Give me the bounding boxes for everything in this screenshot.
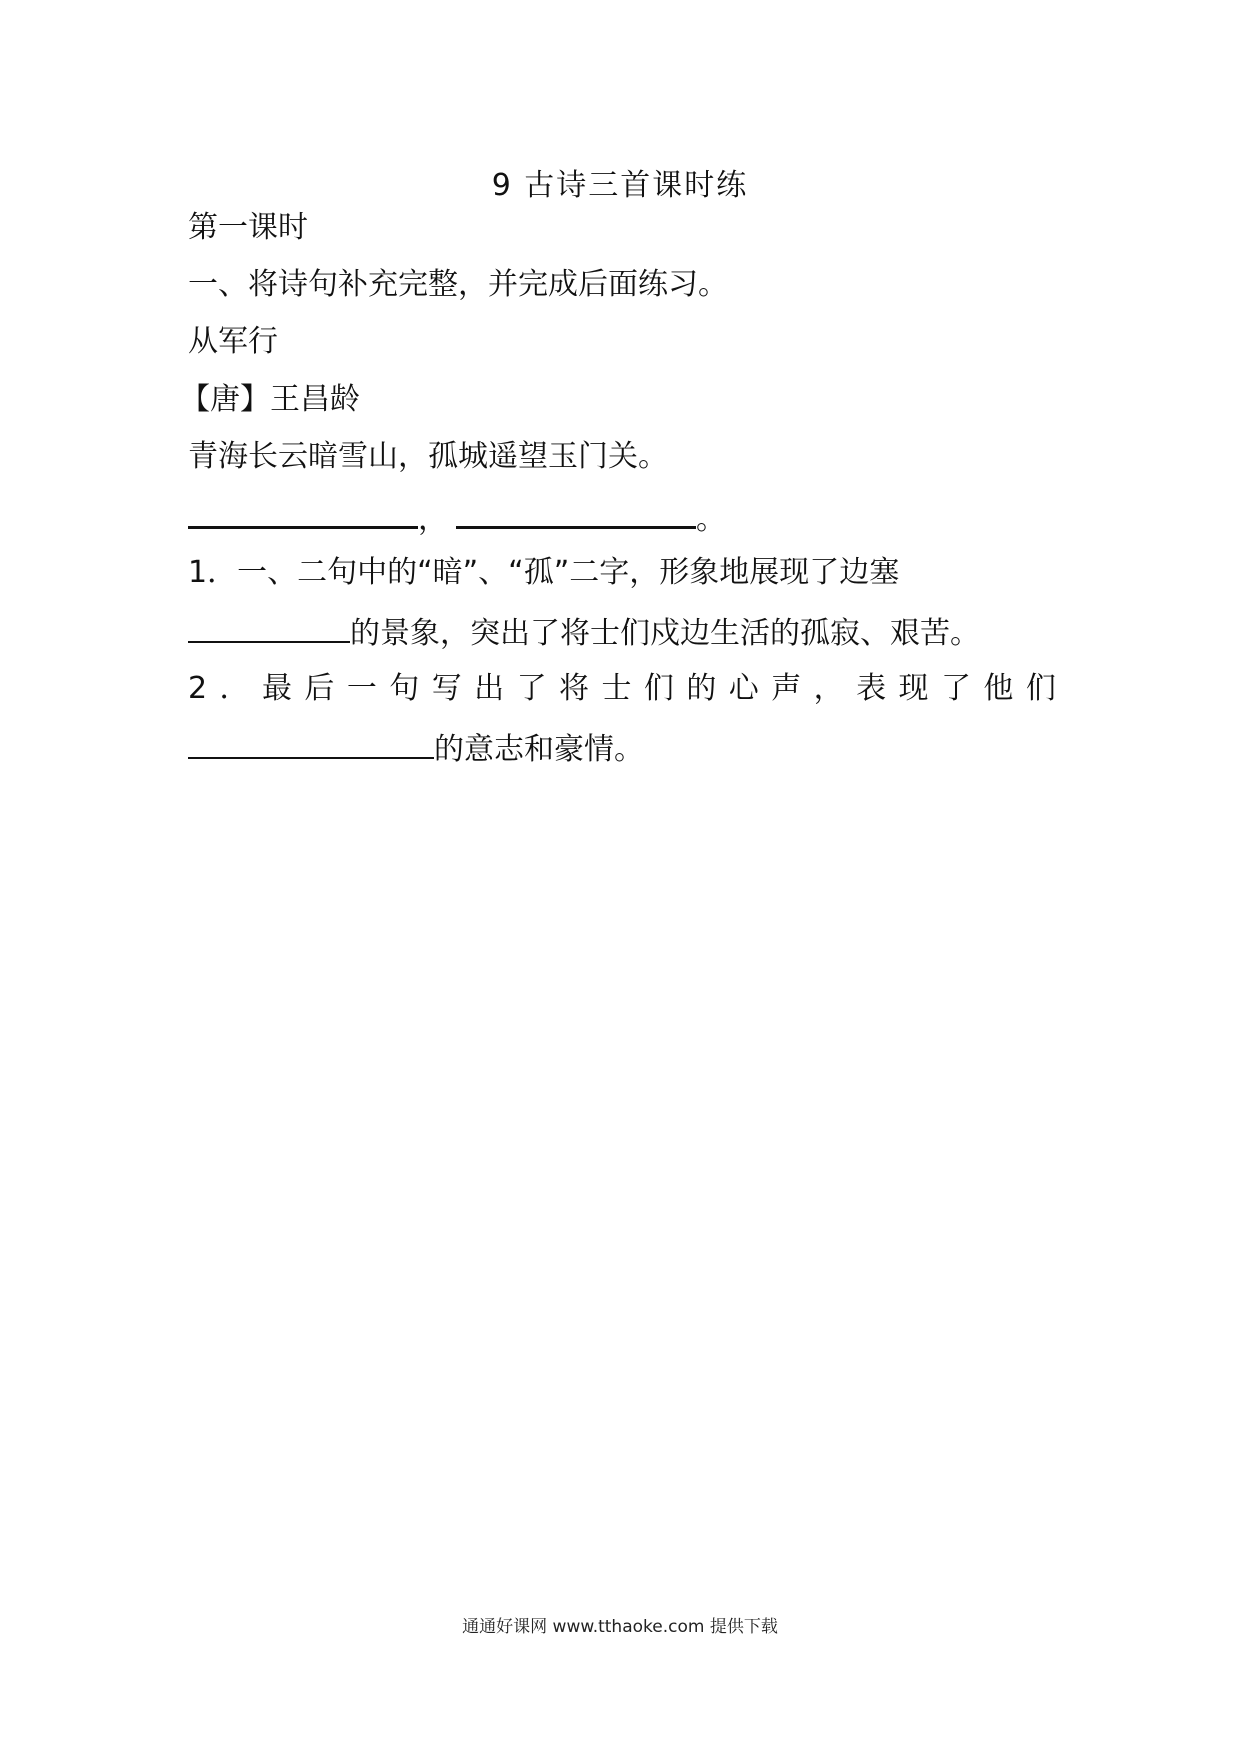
question-2-char: 将 xyxy=(559,671,590,706)
question-2-char: 出 xyxy=(474,671,505,706)
question-2-char: 2 xyxy=(188,671,208,706)
question-2-char: 最 xyxy=(261,671,292,706)
question-2-blank[interactable] xyxy=(188,727,434,759)
question-2-char: 后 xyxy=(304,671,335,706)
question-2-line-b xyxy=(188,727,644,770)
poem-fill-comma: ， xyxy=(418,502,448,537)
question-2-char: 们 xyxy=(643,671,674,706)
question-1-text-after: 的景象，突出了将士们戍边生活的孤寂、艰苦。 xyxy=(350,616,980,651)
question-2-char: 了 xyxy=(516,671,547,706)
question-2-char: 士 xyxy=(601,671,632,706)
question-2-line-a xyxy=(188,669,1056,709)
question-2-char: 句 xyxy=(389,671,420,706)
question-2-char: 他 xyxy=(983,671,1014,706)
question-2-char: 心 xyxy=(728,671,759,706)
lesson-label: 第一课时 xyxy=(188,210,308,245)
question-2-text-after: 的意志和豪情。 xyxy=(434,732,644,767)
question-2-char: ． xyxy=(219,671,250,706)
poem-blank-2[interactable] xyxy=(456,496,696,529)
question-2-char: 一 xyxy=(346,671,377,706)
question-2-char: 的 xyxy=(686,671,717,706)
question-2-char: 现 xyxy=(898,671,929,706)
question-2-char: 声 xyxy=(771,671,802,706)
poem-author: 【唐】王昌龄 xyxy=(180,382,360,417)
question-1-blank[interactable] xyxy=(188,611,350,643)
poem-blank-1[interactable] xyxy=(188,496,418,529)
question-2-char: 们 xyxy=(1025,671,1056,706)
poem-title: 从军行 xyxy=(188,324,278,359)
poem-fill-period: 。 xyxy=(696,502,726,537)
section-one-instruction: 一、将诗句补充完整，并完成后面练习。 xyxy=(188,267,728,302)
footer-source: 通通好课网 www.tthaoke.com 提供下载 xyxy=(462,1617,778,1637)
question-2-char: 了 xyxy=(940,671,971,706)
poem-fill-line xyxy=(188,496,726,540)
question-2-char: ， xyxy=(813,671,844,706)
question-2-char: 写 xyxy=(431,671,462,706)
question-1-line-a: 1．一、二句中的“暗”、“孤”二字，形象地展现了边塞 xyxy=(188,555,900,590)
question-1-line-b xyxy=(188,611,980,654)
page-title: 9 古诗三首课时练 xyxy=(491,168,749,203)
question-2-char: 表 xyxy=(856,671,887,706)
poem-line-1: 青海长云暗雪山，孤城遥望玉门关。 xyxy=(188,439,668,474)
